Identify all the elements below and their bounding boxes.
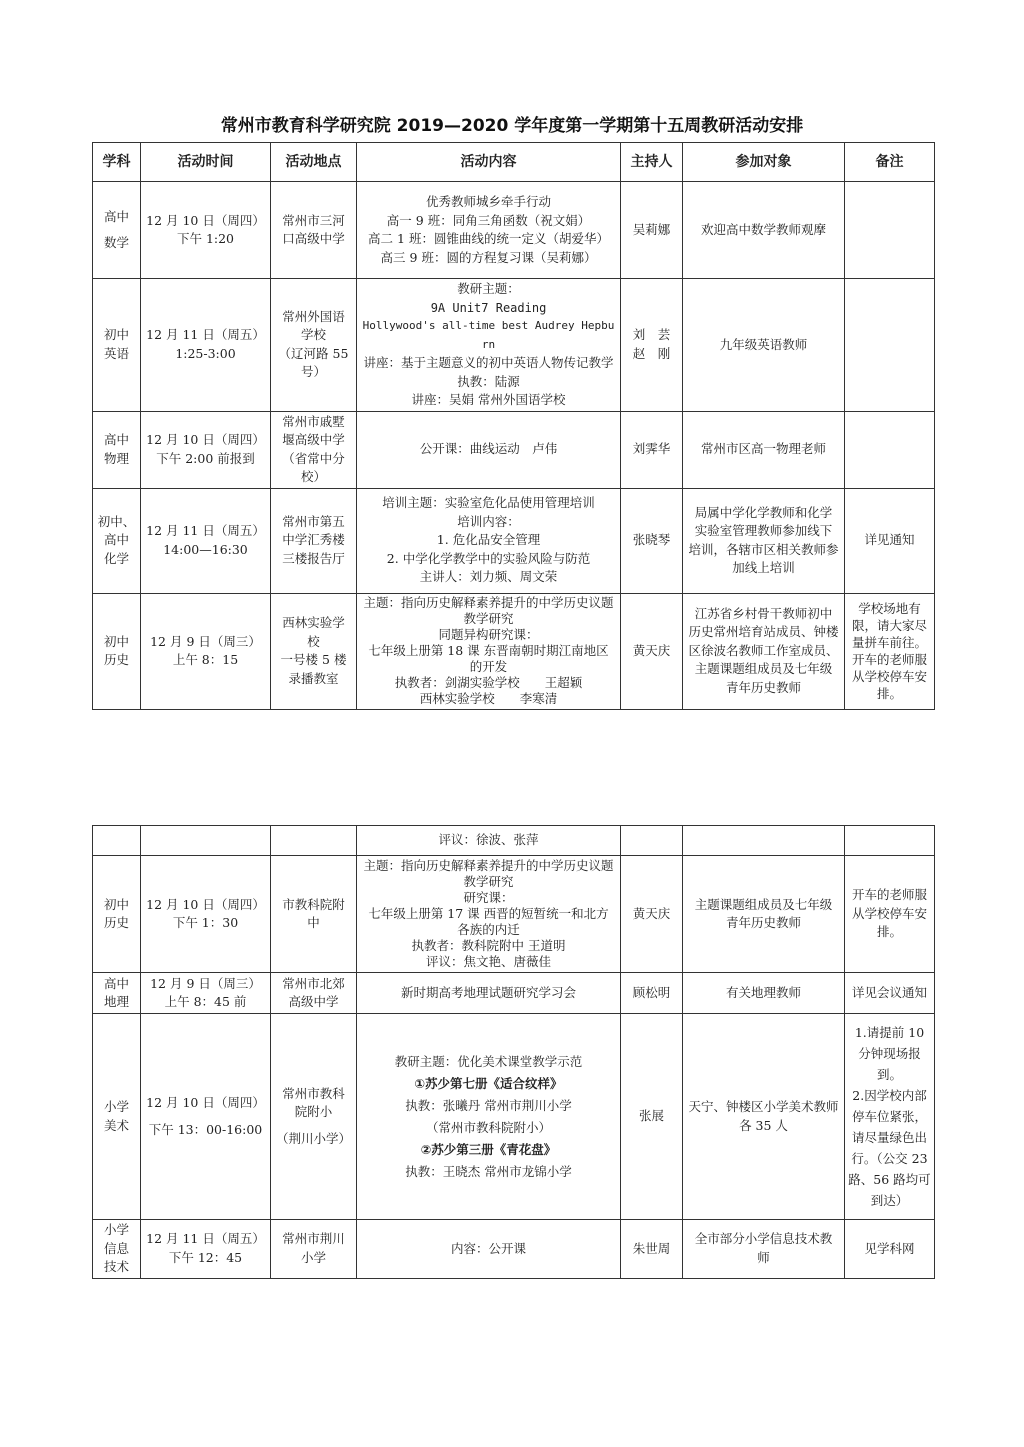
subject-cell: 高中 地理	[93, 973, 141, 1014]
time-cell: 12 月 10 日（周四） 下午 2:00 前报到	[141, 411, 271, 488]
participants-cell	[683, 826, 845, 856]
table-row	[93, 856, 935, 973]
place-cell: 西林实验学 校 一号楼 5 楼 录播教室	[271, 593, 357, 709]
participants-cell: 常州市区高一物理老师	[683, 411, 845, 488]
place-cell: 市教科院附 中	[271, 856, 357, 973]
time-cell: 12 月 11 日（周五） 14:00—16:30	[141, 488, 271, 593]
subject-cell: 初中 历史	[93, 856, 141, 973]
participants-cell: 局属中学化学教师和化学 实验室管理教师参加线下 培训，各辖市区相关教师参 加线上培训	[683, 488, 845, 593]
table-row	[93, 182, 935, 279]
note-cell: 1.请提前 10 分钟现场报 到。 2.因学校内部 停车位紧张， 请尽量绿色出 行。（公交 23 路、56 路均可 到达）	[845, 1014, 935, 1220]
art-teacher-1: 执教：张曦丹 常州市荆川小学	[405, 1097, 572, 1113]
subject-cell: 初中、 高中 化学	[93, 488, 141, 593]
table-row	[93, 279, 935, 412]
place-cell: 常州市北郊 高级中学	[271, 973, 357, 1014]
participants-cell: 全市部分小学信息技术教 师	[683, 1220, 845, 1279]
subject-cell: 高中 物理	[93, 411, 141, 488]
note-cell: 学校场地有 限，请大家尽 量拼车前往。 开车的老师服 从学校停车安 排。	[845, 593, 935, 709]
content-cell: 培训主题：实验室危化品使用管理培训 培训内容： 1. 危化品安全管理 2. 中学化学教学中的实验风险与防范 主讲人：刘力频、周文荣	[357, 488, 621, 593]
host-cell: 张展	[621, 1014, 683, 1220]
header-subject: 学科	[93, 143, 141, 182]
host-cell: 吴莉娜	[621, 182, 683, 279]
table-row	[93, 973, 935, 1014]
time-cell: 12 月 11 日（周五） 下午 12：45	[141, 1220, 271, 1279]
host-cell: 黄天庆	[621, 593, 683, 709]
participants-cell: 天宁、钟楼区小学美术教师 各 35 人	[683, 1014, 845, 1220]
participants-cell: 欢迎高中数学教师观摩	[683, 182, 845, 279]
content-cell: 主题：指向历史解释素养提升的中学历史议题 教学研究 研究课： 七年级上册第 17 课 西晋的短暂统一和北方 各族的内迁 执教者：教科院附中 王道明 评议：焦文艳、唐薇佳	[357, 856, 621, 973]
note-cell: 详见通知	[845, 488, 935, 593]
place-cell	[271, 826, 357, 856]
table-row	[93, 488, 935, 593]
subject-cell: 小学 美术	[93, 1014, 141, 1220]
header-time: 活动时间	[141, 143, 271, 182]
time-cell: 12 月 10 日（周四） 下午 13：00-16:00	[141, 1014, 271, 1220]
page-title: 常州市教育科学研究院 2019—2020 学年度第一学期第十五周教研活动安排	[220, 116, 804, 136]
content-cell: 评议：徐波、张萍	[357, 826, 621, 856]
note-cell	[845, 182, 935, 279]
table-header-row	[93, 143, 935, 182]
host-cell: 刘 芸 赵 刚	[621, 279, 683, 412]
content-cell	[357, 1014, 621, 1220]
place-cell: 常州市荆川 小学	[271, 1220, 357, 1279]
table-row	[93, 1014, 935, 1220]
host-cell: 顾松明	[621, 973, 683, 1014]
art-lesson-1: ①苏少第七册《适合纹样》	[414, 1075, 563, 1091]
host-cell: 刘霁华	[621, 411, 683, 488]
place-cell: 常州市三河 口高级中学	[271, 182, 357, 279]
place-cell: 常州市第五 中学汇秀楼 三楼报告厅	[271, 488, 357, 593]
host-cell: 张晓琴	[621, 488, 683, 593]
art-school-1: （常州市教科院附小）	[425, 1119, 551, 1135]
time-cell: 12 月 10 日（周四） 下午 1:20	[141, 182, 271, 279]
subject-cell: 高中 数学	[93, 182, 141, 279]
content-cell: 教研主题： 9A Unit7 Reading Hollywood's all-time best Audrey Hepburn 讲座：基于主题意义的初中英语人物传记教学 执教：陆源 讲座：吴娟 常州外国语学校	[357, 279, 621, 412]
header-participants: 参加对象	[683, 143, 845, 182]
note-cell	[845, 279, 935, 412]
participants-cell: 九年级英语教师	[683, 279, 845, 412]
participants-cell: 江苏省乡村骨干教师初中 历史常州培育站成员、钟楼 区徐波名教师工作室成员、 主题课题组成员及七年级 青年历史教师	[683, 593, 845, 709]
header-place: 活动地点	[271, 143, 357, 182]
subject-cell: 小学 信息 技术	[93, 1220, 141, 1279]
time-cell: 12 月 11 日（周五） 1:25-3:00	[141, 279, 271, 412]
content-cell: 主题：指向历史解释素养提升的中学历史议题 教学研究 同题异构研究课： 七年级上册第 18 课 东晋南朝时期江南地区 的开发 执教者：剑湖实验学校 王超颖 西林实验学校 李寒清	[357, 593, 621, 709]
time-cell: 12 月 9 日（周三） 上午 8：45 前	[141, 973, 271, 1014]
time-cell	[141, 826, 271, 856]
schedule-table-2	[92, 825, 935, 1279]
content-cell: 内容：公开课	[357, 1220, 621, 1279]
participants-cell: 有关地理教师	[683, 973, 845, 1014]
host-cell: 朱世周	[621, 1220, 683, 1279]
content-cell: 公开课：曲线运动 卢伟	[357, 411, 621, 488]
subject-cell: 初中 英语	[93, 279, 141, 412]
header-host: 主持人	[621, 143, 683, 182]
schedule-table-1	[92, 142, 935, 710]
note-cell: 详见会议通知	[845, 973, 935, 1014]
note-cell	[845, 411, 935, 488]
time-cell: 12 月 10 日（周四） 下午 1：30	[141, 856, 271, 973]
note-cell: 开车的老师服 从学校停车安 排。	[845, 856, 935, 973]
subject-cell	[93, 826, 141, 856]
place-cell: 常州市教科 院附小 （荆川小学）	[271, 1014, 357, 1220]
table-row	[93, 826, 935, 856]
table-row	[93, 411, 935, 488]
participants-cell: 主题课题组成员及七年级 青年历史教师	[683, 856, 845, 973]
table-row	[93, 593, 935, 709]
table-row	[93, 1220, 935, 1279]
content-cell: 优秀教师城乡牵手行动 高一 9 班：同角三角函数（祝文娟） 高二 1 班：圆锥曲线的统一定义（胡爱华） 高三 9 班：圆的方程复习课（吴莉娜）	[357, 182, 621, 279]
header-note: 备注	[845, 143, 935, 182]
subject-cell: 初中 历史	[93, 593, 141, 709]
host-cell: 黄天庆	[621, 856, 683, 973]
note-cell	[845, 826, 935, 856]
art-teacher-2: 执教：王晓杰 常州市龙锦小学	[405, 1163, 572, 1179]
art-theme: 教研主题：优化美术课堂教学示范	[394, 1053, 583, 1069]
content-cell: 新时期高考地理试题研究学习会	[357, 973, 621, 1014]
time-cell: 12 月 9 日（周三） 上午 8：15	[141, 593, 271, 709]
place-cell: 常州外国语 学校 （辽河路 55 号）	[271, 279, 357, 412]
host-cell	[621, 826, 683, 856]
place-cell: 常州市戚墅 堰高级中学 （省常中分 校）	[271, 411, 357, 488]
art-lesson-2: ②苏少第三册《青花盘》	[420, 1141, 557, 1157]
header-content: 活动内容	[357, 143, 621, 182]
note-cell: 见学科网	[845, 1220, 935, 1279]
